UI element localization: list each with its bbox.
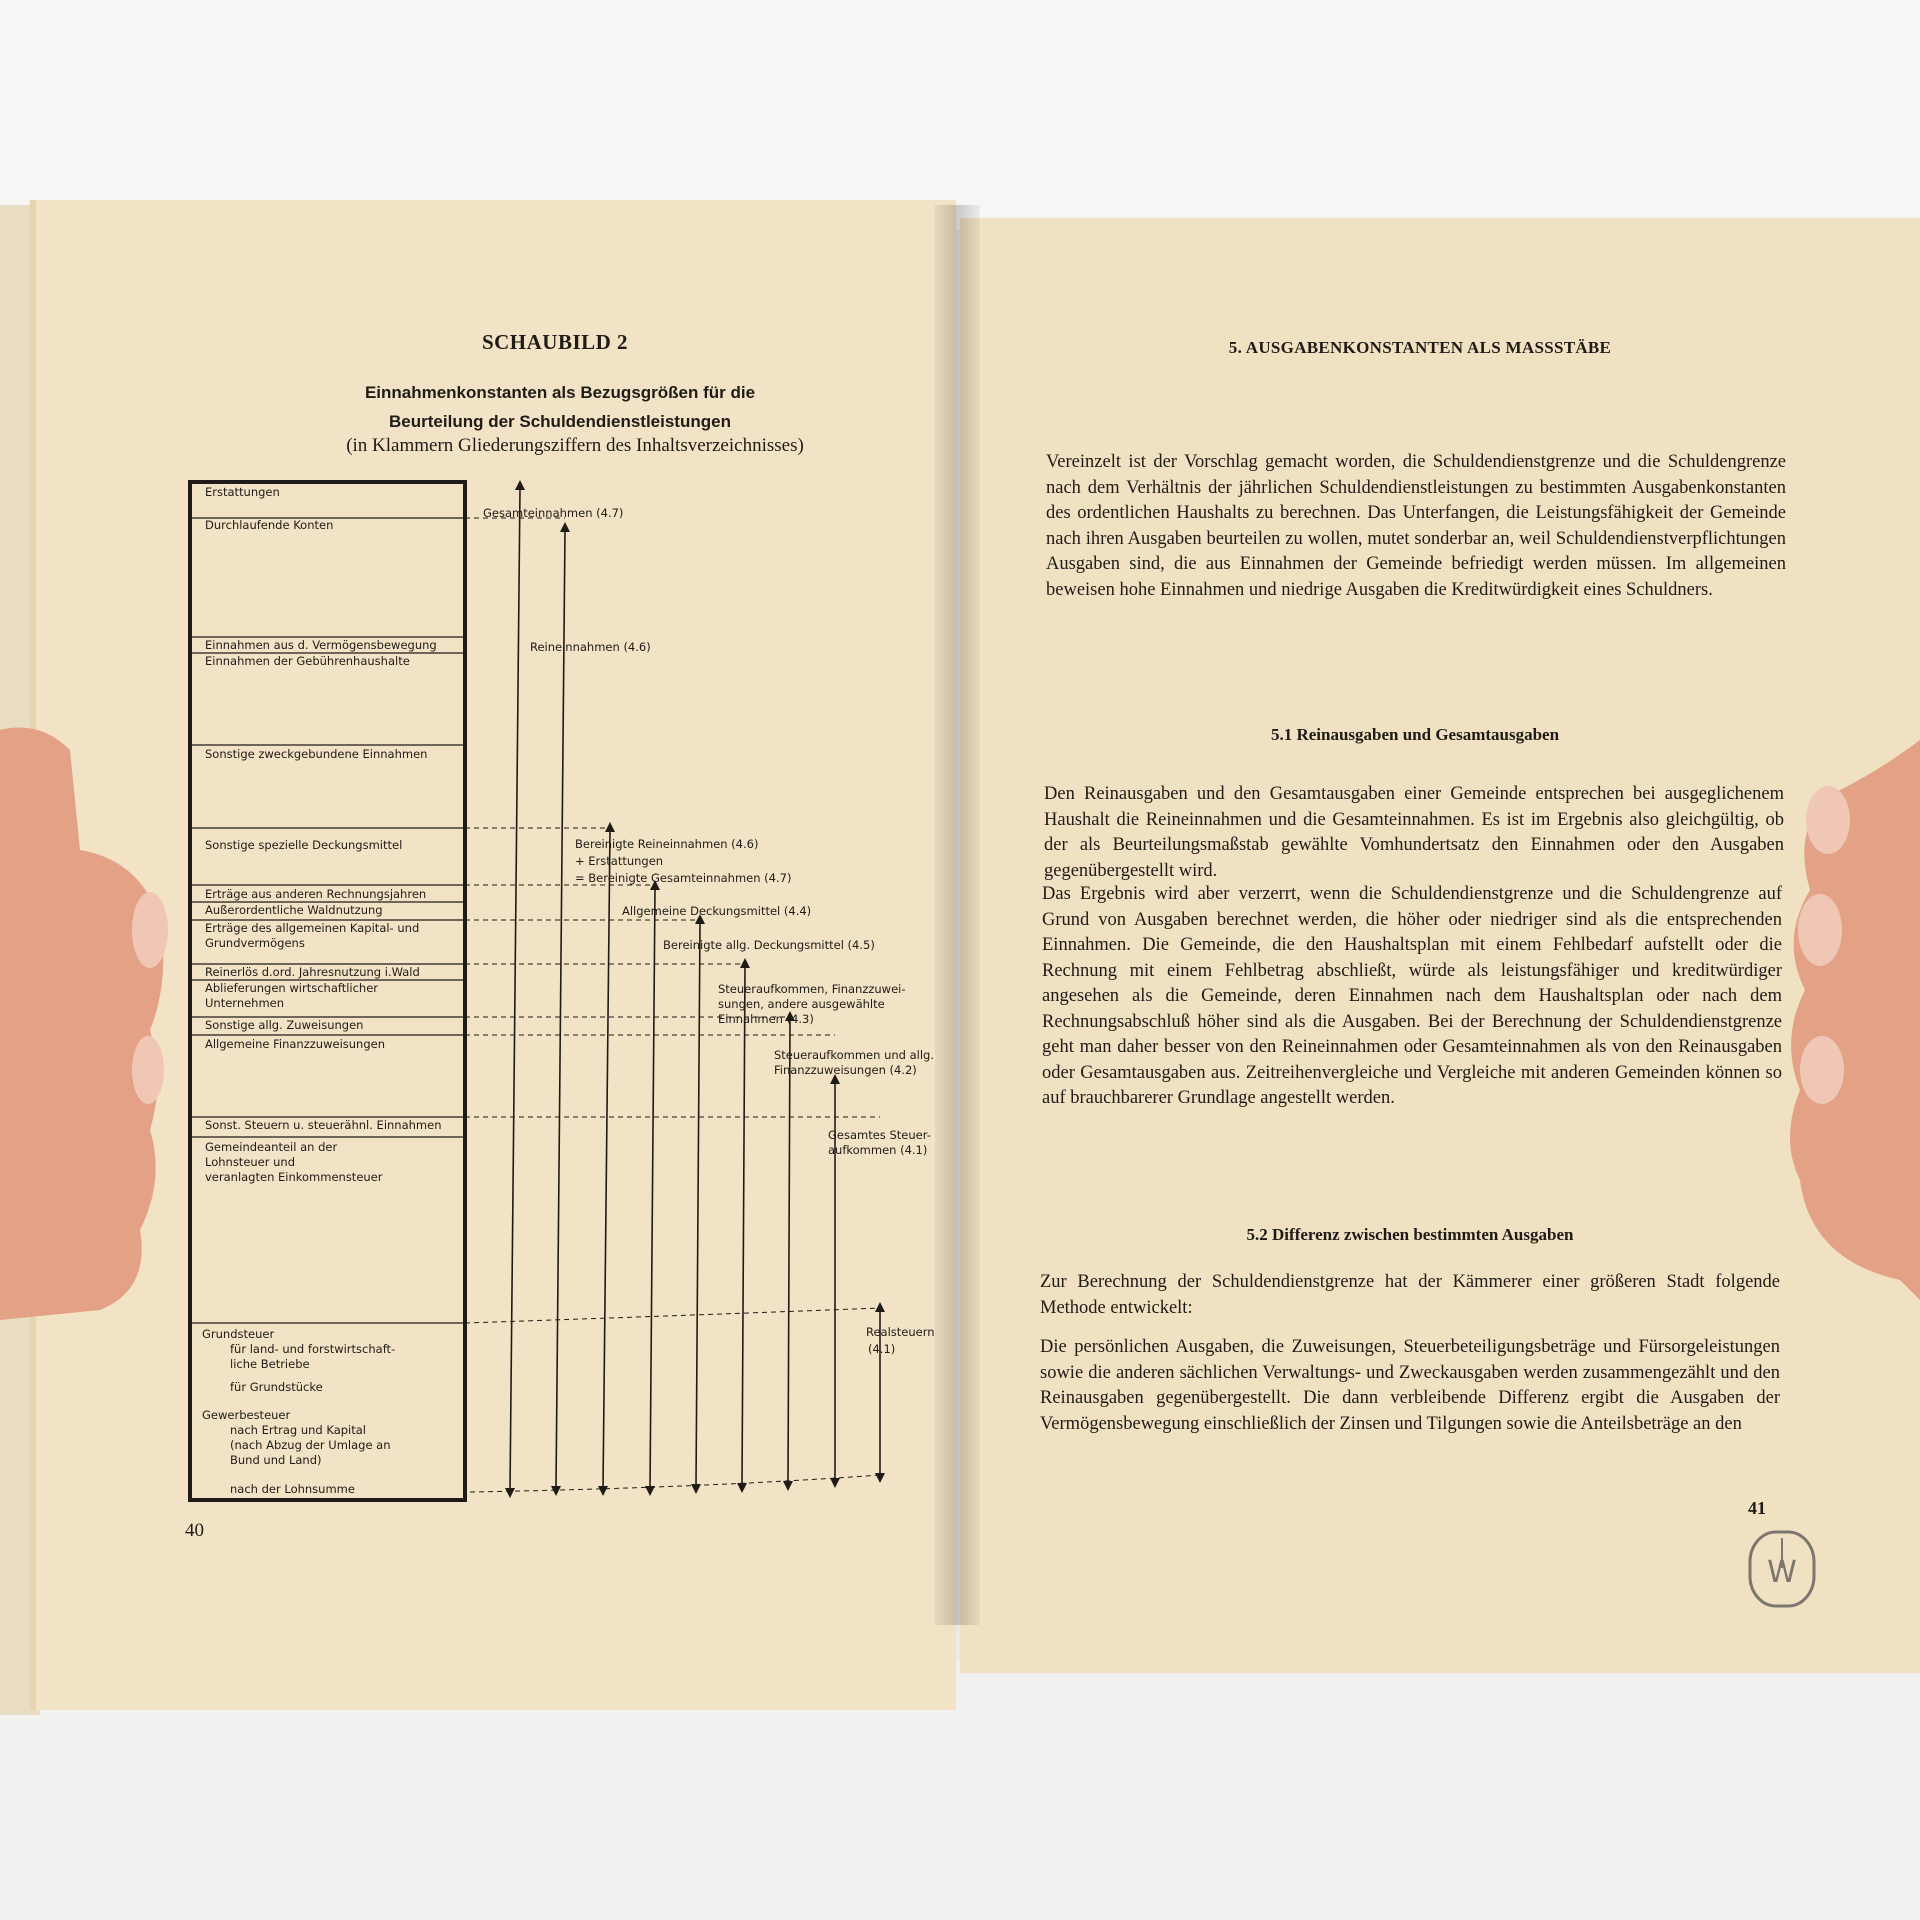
arrow-label: (4.1) [868, 1342, 896, 1356]
paragraph-5-2-a: Zur Berechnung der Schuldendienstgrenze hat der Kämmerer einer größeren Stadt folgende Methode entwickelt: [1040, 1272, 1780, 1318]
arrow-label: Gesamteinnahmen (4.7) [483, 506, 624, 520]
box-item: Einnahmen der Gebührenhaushalte [205, 654, 410, 668]
box-item: Grundvermögens [205, 936, 305, 950]
box-item: Bund und Land) [230, 1453, 322, 1467]
box-item: nach der Lohnsumme [230, 1482, 355, 1496]
section-heading: 5. AUSGABENKONSTANTEN ALS MASSSTÄBE [1228, 338, 1612, 357]
arrow-label: Steueraufkommen, Finanzzuwei- [718, 982, 906, 996]
box-item: Sonstige zweckgebundene Einnahmen [205, 747, 428, 761]
background-wall [0, 0, 1920, 230]
box-item: (nach Abzug der Umlage an [230, 1438, 391, 1452]
arrow-label: Steueraufkommen und allg. [774, 1048, 934, 1062]
arrow-label: Einnahmen (4.3) [718, 1012, 814, 1026]
box-item: Sonst. Steuern u. steuerähnl. Einnahmen [205, 1118, 442, 1132]
figure-subtitle-line-1: Einnahmenkonstanten als Bezugsgrößen für die [364, 383, 756, 402]
page-number-left: 40 [185, 1520, 204, 1541]
paragraph-intro: Vereinzelt ist der Vorschlag gemacht worden, die Schuldendienstgrenze und die Schuldengrenze nach dem Verhältnis der jährlichen Schuldendienstleistungen zu bestimmten Ausgabenkonstanten des ordentlichen Haushalts zu berechnen. Das Unterfangen, die Leistungsfähigkeit der Gemeinde nach ihren Ausgaben beurteilen zu wollen, mutet sonderbar an, weil Schuldendienstverpflichtungen Ausgaben sind, die aus Einnahmen der Gemeinde befriedigt werden müssen. Im allgemeinen beweisen hohe Einnahmen und niedrige Ausgaben die Kreditwürdigkeit eines Schuldners. [1046, 452, 1786, 600]
box-item: veranlagten Einkommensteuer [205, 1170, 383, 1184]
box-item: Sonstige spezielle Deckungsmittel [205, 838, 403, 852]
paragraph-5-1-a: Den Reinausgaben und den Gesamtausgaben einer Gemeinde entsprechen bei ausgeglichenem Haushalt die Reineinnahmen und die Gesamteinnahmen. Es ist im Ergebnis also gleichgültig, ob der als Beurteilungsmaßstab gewählte Vomhundertsatz den Einnahmen oder den Ausgaben gegenübergestellt wird. [1044, 784, 1784, 881]
subsection-heading-5-1: 5.1 Reinausgaben und Gesamtausgaben [1270, 725, 1560, 744]
box-item: liche Betriebe [230, 1357, 310, 1371]
box-item: Sonstige allg. Zuweisungen [205, 1018, 364, 1032]
right-hand [1780, 740, 1920, 1300]
box-item: Allgemeine Finanzzuweisungen [205, 1037, 385, 1051]
box-item: für Grundstücke [230, 1380, 323, 1394]
arrow-label: = Bereinigte Gesamteinnahmen (4.7) [575, 871, 792, 885]
box-item: Reinerlös d.ord. Jahresnutzung i.Wald [205, 965, 420, 979]
box-item: Ablieferungen wirtschaftlicher [205, 981, 379, 995]
box-item: Erträge des allgemeinen Kapital- und [205, 921, 420, 935]
paragraph-5-1-b: Das Ergebnis wird aber verzerrt, wenn die Schuldendienstgrenze und die Schuldengrenze auf Grund von Ausgaben berechnet werden, die höher oder niedriger sind als die entsprechenden Einnahmen. Die Gemeinde, die den Haushaltsplan mit einem Fehlbedarf aufstellt oder die Rechnung mit einem Fehlbetrag abschließt, würde als leistungsfähiger und kreditwürdiger angesehen als die Gemeinde, deren Einnahmen nach dem Haushaltsplan oder nach dem Rechnungsabschluß höher sind als die Ausgaben. Bei der Berechnung der Schuldendienstgrenze geht man daher besser von den Reineinnahmen oder Gesamteinnahmen als von den Reinausgaben oder Gesamtausgaben aus. Zeitreihenvergleiche und Vergleiche mit anderen Gemeinden können so auf brauchbarerer Grundlage angestellt werden. [1042, 884, 1782, 1108]
box-item: für land- und forstwirtschaft- [230, 1342, 396, 1356]
dashed-connectors [465, 518, 880, 1323]
arrow-label: aufkommen (4.1) [828, 1143, 928, 1157]
box-item: Erstattungen [205, 485, 280, 499]
stamp-letter: W [1767, 1555, 1797, 1590]
box-item: nach Ertrag und Kapital [230, 1423, 367, 1437]
paragraph-5-2-b: Die persönlichen Ausgaben, die Zuweisungen, Steuerbeteiligungsbeträge und Fürsorgeleistungen sowie die anderen sächlichen Verwaltungs- und Zweckausgaben werden zusammengezählt und den Reinausgaben gegenübergestellt. Die dann verbleibende Differenz ergibt die Ausgaben der Vermögensbewegung einschließlich der Zinsen und Tilgungen sowie die Anteilsbeträge an den [1040, 1337, 1780, 1434]
revenue-diagram [180, 470, 950, 1520]
page-number-right: 41 [1748, 1498, 1766, 1518]
arrow-label: Bereinigte allg. Deckungsmittel (4.5) [663, 938, 875, 952]
box-item: Grundsteuer [202, 1327, 275, 1341]
box-item: Einnahmen aus d. Vermögensbewegung [205, 638, 437, 652]
arrow-label: sungen, andere ausgewählte [718, 997, 885, 1011]
figure-note: (in Klammern Gliederungsziffern des Inhaltsverzeichnisses) [346, 435, 804, 456]
box-item: Gewerbesteuer [202, 1408, 291, 1422]
arrow-label: Gesamtes Steuer- [828, 1128, 931, 1142]
box-item: Unternehmen [205, 996, 285, 1010]
arrow-label: Finanzzuweisungen (4.2) [774, 1063, 917, 1077]
arrow-label: Reineinnahmen (4.6) [530, 640, 651, 654]
box-item: Lohnsteuer und [205, 1155, 296, 1169]
arrow-label: Realsteuern [866, 1325, 935, 1339]
figure-title: SCHAUBILD 2 [481, 330, 629, 354]
arrow-label: Bereinigte Reineinnahmen (4.6) [575, 837, 759, 851]
figure-subtitle-line-2: Beurteilung der Schuldendienstleistungen [389, 412, 731, 431]
box-item: Außerordentliche Waldnutzung [205, 903, 383, 917]
box-item: Durchlaufende Konten [205, 518, 334, 532]
subsection-heading-5-2: 5.2 Differenz zwischen bestimmten Ausgaben [1246, 1225, 1574, 1244]
arrow-label: Allgemeine Deckungsmittel (4.4) [622, 904, 812, 918]
publisher-stamp [1746, 1528, 1818, 1610]
arrow-label: + Erstattungen [575, 854, 664, 868]
left-hand [0, 710, 180, 1330]
figure-subtitle [330, 378, 790, 436]
box-item: Erträge aus anderen Rechnungsjahren [205, 887, 427, 901]
box-item: Gemeindeanteil an der [205, 1140, 338, 1154]
